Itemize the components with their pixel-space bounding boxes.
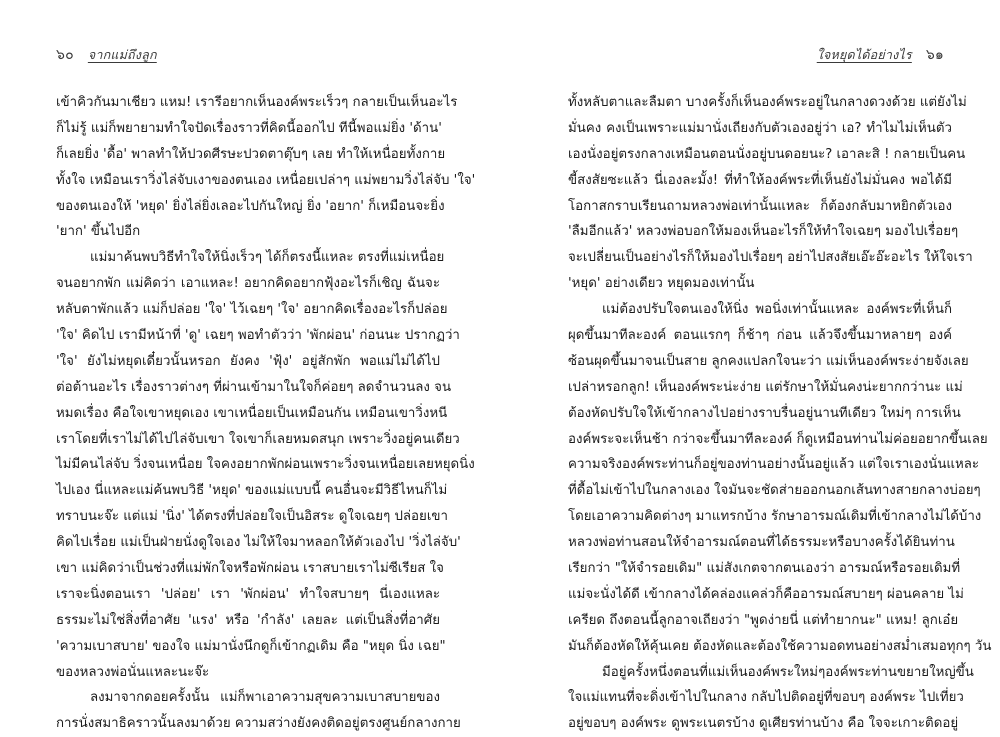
text-line: โอกาสกราบเรียนถามหลวงพ่อเท่านั้นแหละ ก็ต้องกลับมาหยิกตัวเอง — [568, 198, 952, 214]
text-line: ของหลวงพ่อนั่นแหละนะจ๊ะ — [56, 664, 210, 680]
text-line: ขี้สงสัยซะแล้ว นี่เองละมั้ง! ที่ทำให้องค์พระที่เห็นยังไม่มั่นคง พอได้มี — [568, 172, 952, 188]
text-line: องค์พระจะเห็นช้า กว่าจะขึ้นมาทีละองค์ ก็ดูเหมือนท่านไม่ค่อยอยากขึ้นเลย — [568, 431, 988, 447]
text-line: ต้องหัดปรับใจให้เข้ากลางไปอย่างราบรื่นอยู่นานทีเดียว ใหม่ๆ การเห็น — [568, 405, 961, 421]
text-line: เปล่าหรอกลูก! เห็นองค์พระน่ะง่าย แต่รักษาให้มั่นคงน่ะยากกว่านะ แม่ — [568, 379, 963, 395]
text-line: การนั่งสมาธิคราวนั้นลงมาด้วย ความสว่างยังคงติดอยู่ตรงศูนย์กลางกาย — [56, 716, 461, 732]
text-line: เองนั่งอยู่ตรงกลางเหมือนตอนนั่งอยู่บนดอยนะ? เอาละสิ ! กลายเป็นคน — [568, 146, 966, 162]
text-line: เครียด ถึงตอนนี้ลูกอาจเถียงว่า "พูดง่ายนี่ แต่ทำยากนะ" แหม! ลูกเอ๋ย — [568, 612, 959, 628]
text-line: เข้าคิวกันมาเชียว แหม! เรารีอยากเห็นองค์พระเร็วๆ กลายเป็นเห็นอะไร — [56, 95, 458, 110]
right-running-head — [817, 44, 944, 66]
text-line: เรียกว่า "ให้จำรอยเดิม" แม่สังเกตจากตนเองว่า อารมณ์หรือรอยเดิมที่ — [568, 561, 961, 577]
text-line: ก็เลยยิ่ง 'ดื้อ' พาลทำให้ปวดศีรษะปวดตาตุ๊บๆ เลย ทำให้เหนื่อยทั้งกาย — [56, 146, 446, 162]
text-line: 'ความเบาสบาย' ของใจ แม่มานั่งนึกดูก็เข้ากฏเดิม คือ "หยุด นิ่ง เฉย" — [56, 638, 446, 654]
text-line: ของตนเองให้ 'หยุด' ยิ่งไล่ยิ่งเลอะไปกันใหญ่ ยิ่ง 'อยาก' ก็เหมือนจะยิ่ง — [56, 198, 445, 214]
text-line: มั่นคง คงเป็นเพราะแม่มานั่งเถียงกับตัวเองอยู่ว่า เอ? ทำไมไม่เห็นตัว — [568, 120, 952, 136]
text-line: หมดเรื่อง คือใจเขาหยุดเอง เขาเหนื่อยเป็นเหมือนกัน เหมือนเขาวิ่งหนี — [56, 405, 448, 421]
text-line: มันก็ต้องหัดให้คุ้นเคย ต้องหัดและต้องใช้ความอดทนอย่างสม่ำเสมอทุกๆ วัน — [568, 638, 992, 654]
text-line: ซ้อนผุดขึ้นมาจนเป็นสาย ลูกคงแปลกใจนะว่า แม่เห็นองค์พระง่ายจังเลย — [568, 353, 969, 369]
text-line: 'หยุด' อย่างเดียว หยุดมองเท่านั้น — [568, 276, 755, 292]
text-line: ไปเอง นี่แหละแม่ค้นพบวิธี 'หยุด' ของแม่แบบนี้ คนอื่นจะมีวิธีไหนก็ไม่ — [56, 483, 448, 499]
right-page — [500, 0, 1000, 732]
text-line: อยู่ขอบๆ องค์พระ ดูพระเนตรบ้าง ดูเศียรท่านบ้าง คือ ใจจะเกาะติดอยู่ — [568, 716, 959, 732]
left-page — [0, 0, 500, 732]
text-line: เขา แม่คิดว่าเป็นช่วงที่แม่พักใจหรือพักผ่อน เราสบายเราไม่ซีเรียส ใจ — [56, 561, 444, 577]
text-line: เราโดยที่เราไม่ได้ไปไล่จับเขา ใจเขาก็เลยหมดสนุก เพราะวิ่งอยู่คนเดียว — [56, 431, 460, 447]
left-page-number: ๖๐ — [56, 47, 74, 63]
text-line: ธรรมะไม่ใช่สิ่งที่อาศัย 'แรง' หรือ 'กำลัง' เลยละ แต่เป็นสิ่งที่อาศัย — [56, 612, 440, 628]
text-line: เราจะนิ่งตอนเรา 'ปล่อย' เรา 'พักผ่อน' ทำใจสบายๆ นี่เองแหละ — [56, 586, 440, 602]
text-line: 'ลืมอีกแล้ว' หลวงพ่อบอกให้มองเห็นอะไรก็ให้ทำใจเฉยๆ มองไปเรื่อยๆ — [568, 224, 959, 240]
text-line: 'ใจ' คิดไป เรามีหน้าที่ 'ดู' เฉยๆ พอทำตัวว่า 'พักผ่อน' ก่อนนะ ปรากฏว่า — [56, 328, 460, 344]
left-body-text — [56, 90, 476, 737]
text-line: จนอยากพัก แม่คิดว่า เอาแหละ! อยากคิดอยากฟุ้งอะไรก็เชิญ ฉันจะ — [56, 276, 440, 292]
text-line: ใจแม่แทนที่จะดิ่งเข้าไปในกลาง กลับไปติดอยู่ที่ขอบๆ องค์พระ ไปเที่ยว — [568, 690, 964, 706]
text-line: ต่อต้านอะไร เรื่องราวต่างๆ ที่ผ่านเข้ามาในใจก็ค่อยๆ ลดจำนวนลง จน — [56, 379, 452, 395]
right-running-title: ใจหยุดได้อย่างไร — [816, 47, 912, 62]
text-line: แม่ต้องปรับใจตนเองให้นิ่ง พอนิ่งเท่านั้นแหละ องค์พระที่เห็นก็ — [602, 302, 952, 318]
text-line: ทั้งใจ เหมือนเราวิ่งไล่จับเงาของตนเอง เหนื่อยเปล่าๆ แม่พยามวิ่งไล่จับ 'ใจ' — [56, 172, 476, 188]
right-page-number: ๖๑ — [925, 47, 944, 63]
text-line: โดยเอาความคิดต่างๆ มาแทรกบ้าง รักษาอารมณ์เดิมที่เข้ากลางไม่ได้บ้าง — [568, 509, 982, 525]
left-running-head — [56, 44, 157, 66]
text-line: 'ใจ' ยังไม่หยุดเดี๋ยวนั้นหรอก ยังคง 'ฟุ้ง' อยู่สักพัก พอแม่ไม่ได้ไป — [56, 353, 440, 369]
text-line: ไม่มีคนไล่จับ วิ่งจนเหนื่อย ใจคงอยากพักผ่อนเพราะวิ่งจนเหนื่อยเลยหยุดนิ่ง — [56, 457, 475, 473]
right-body-text — [568, 90, 992, 737]
text-line: แม่จะนั่งได้ดี เข้ากลางได้คล่องแคล่วก็คืออารมณ์สบายๆ ผ่อนคลาย ไม่ — [568, 586, 964, 602]
text-line: ก็ไม่รู้ แม่ก็พยายามทำใจปัดเรื่องราวที่คิดนี้ออกไป ทีนี้พอแม่ยิ่ง 'ด้าน' — [56, 120, 442, 136]
text-line: หลวงพ่อท่านสอนให้จำอารมณ์ตอนที่ได้ธรรมะหรือบางครั้งได้ยินท่าน — [568, 535, 955, 551]
text-line: ทั้งหลับตาและลืมตา บางครั้งก็เห็นองค์พระอยู่ในกลางดวงด้วย แต่ยังไม่ — [568, 95, 967, 110]
text-line: ลงมาจากดอยครั้งนั้น แม่ก็พาเอาความสุขความเบาสบายของ — [90, 690, 440, 706]
text-line: มีอยู่ครั้งหนึ่งตอนที่แม่เห็นองค์พระใหม่ๆองค์พระท่านขยายใหญ่ขึ้น — [602, 664, 974, 680]
text-line: ที่ดื้อไม่เข้าไปในกลางเอง ใจมันจะชัดส่ายออกนอกเส้นทางสายกลางบ่อยๆ — [568, 483, 981, 499]
text-line: แม่มาค้นพบวิธีทำใจให้นิ่งเร็วๆ ได้ก็ตรงนี้แหละ ตรงที่แม่เหนื่อย — [90, 250, 445, 266]
text-line: จะเปลี่ยนเป็นอย่างไรก็ให้มองไปเรื่อยๆ อย่าไปสงสัยเอ๊ะอ๊ะอะไร ให้ใจเรา — [568, 250, 973, 266]
left-running-title: จากแม่ถึงลูก — [87, 47, 157, 62]
text-line: 'ยาก' ขึ้นไปอีก — [56, 224, 141, 240]
text-line: ทราบนะจ๊ะ แต่แม่ 'นิ่ง' ได้ตรงที่ปล่อยใจเป็นอิสระ ดูใจเฉยๆ ปล่อยเขา — [56, 509, 448, 525]
text-line: ความจริงองค์พระท่านก็อยู่ของท่านอย่างนั้นอยู่แล้ว แต่ใจเราเองนั่นแหละ — [568, 457, 980, 473]
text-line: หลับตาพักแล้ว แม่ก็ปล่อย 'ใจ' ไว้เฉยๆ 'ใจ' อยากคิดเรื่องอะไรก็ปล่อย — [56, 302, 448, 318]
text-line: ผุดขึ้นมาทีละองค์ ตอนแรกๆ ก็ช้าๆ ก่อน แล้วจึงขึ้นมาหลายๆ องค์ — [568, 328, 952, 344]
text-line: คิดไปเรื่อย แม่เป็นฝ่ายนั่งดูใจเอง ไม่ให้ใจมาหลอกให้ตัวเองไป 'วิ่งไล่จับ' — [56, 535, 461, 551]
